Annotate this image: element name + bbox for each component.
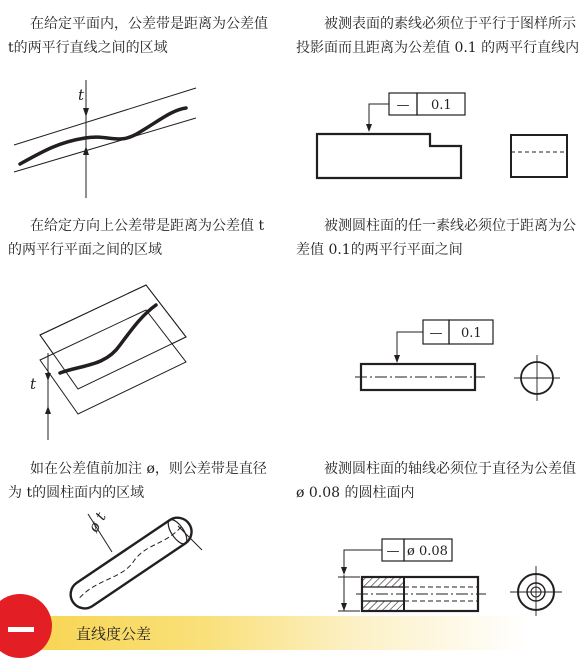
section-title: 直线度公差 — [76, 625, 152, 643]
row3-tolerance-value: ø 0.08 — [407, 544, 448, 559]
row3-left-description: 如在公差值前加注 ø，则公差带是直径为 t的圆柱面内的区域 — [8, 461, 267, 501]
badge-dash-icon — [8, 627, 34, 632]
row2-right-description: 被测圆柱面的任一素线必须位于距离为公差值 0.1的两平行平面之间 — [296, 218, 576, 258]
diameter-t-label: ø t — [84, 509, 110, 536]
row2-feature-control-frame — [423, 320, 493, 344]
row1-side-view-figure — [508, 132, 570, 180]
directional-tolerance-zone-figure — [20, 285, 200, 445]
row3-end-view-circle — [508, 564, 564, 620]
straightness-symbol: — — [386, 544, 400, 559]
row2-cylinder-figure — [355, 316, 505, 396]
row2-left-description: 在给定方向上公差带是距离为公差值 t的两平行平面之间的区域 — [8, 218, 265, 258]
row1-left-description: 在给定平面内，公差带是距离为公差值t的两平行直线之间的区域 — [8, 16, 268, 56]
row1-part-figure — [305, 88, 480, 186]
tolerance-t-label: t — [30, 375, 37, 393]
row1-tolerance-value: 0.1 — [431, 98, 452, 113]
row3-right-description: 被测圆柱面的轴线必须位于直径为公差值 ø 0.08 的圆柱面内 — [296, 461, 576, 501]
cylindrical-tolerance-zone-figure — [60, 510, 220, 605]
row3-feature-control-frame — [382, 539, 452, 561]
straightness-symbol: — — [429, 326, 443, 341]
straightness-symbol: — — [396, 98, 410, 113]
row1-right-description: 被测表面的素线必须位于平行于图样所示投影面而且距离为公差值 0.1 的两平行直线内 — [296, 16, 580, 56]
row3-sleeve-figure — [330, 535, 500, 615]
row1-feature-control-frame — [389, 93, 465, 115]
tolerance-t-label: t — [78, 86, 85, 104]
row2-tolerance-value: 0.1 — [461, 326, 482, 341]
row2-end-view-circle — [512, 353, 562, 403]
planar-tolerance-zone-figure — [0, 80, 200, 200]
